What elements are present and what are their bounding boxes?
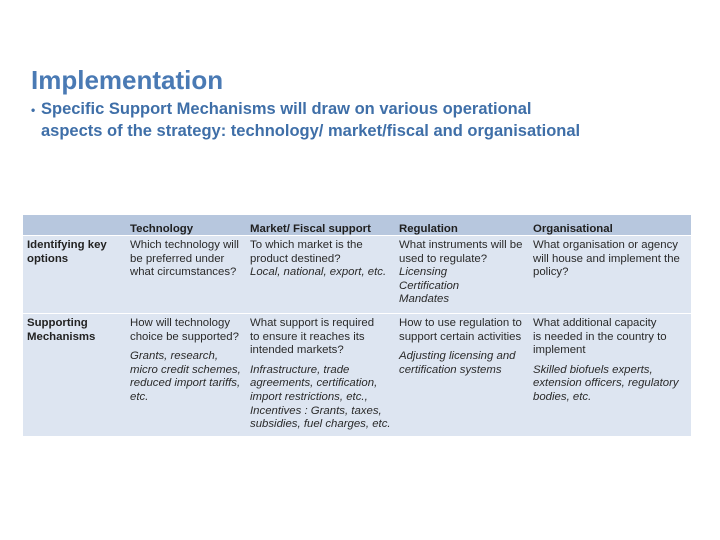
- cell-question-line: used to regulate?: [399, 252, 488, 265]
- cell-example-line: Licensing: [399, 266, 448, 279]
- row-label-line: options: [27, 252, 69, 265]
- cell-organisational: [529, 236, 691, 314]
- cell-question-line: product destined?: [250, 252, 341, 265]
- cell-example-line: Incentives : Grants, taxes,: [250, 404, 382, 417]
- cell-question-line: implement: [533, 344, 586, 357]
- cell-example-line: agreements, certification,: [250, 377, 378, 390]
- cell-example-line: extension officers, regulatory: [533, 377, 679, 390]
- cell-organisational: [529, 314, 691, 436]
- bullet-line: aspects of the strategy: technology/ market/fiscal and organisational: [41, 122, 581, 140]
- row-label-line: Mechanisms: [27, 330, 96, 343]
- table-row: [23, 314, 691, 436]
- table-header-row: [23, 215, 691, 236]
- row-label-cell: [23, 314, 126, 436]
- cell-example-line: subsidies, fuel charges, etc.: [250, 418, 391, 431]
- cell-question-line: How to use regulation to: [399, 317, 522, 329]
- cell-example-line: Adjusting licensing and: [399, 350, 516, 363]
- cell-question-line: to ensure it reaches its: [250, 330, 365, 343]
- cell-question-line: What additional capacity: [533, 317, 657, 329]
- row-label-cell: [23, 236, 126, 314]
- cell-question-line: be preferred under: [130, 252, 225, 265]
- cell-example-line: import restrictions, etc.,: [250, 390, 368, 403]
- bullet-marker: •: [31, 103, 36, 117]
- cell-example-line: etc.: [130, 390, 149, 403]
- slide-title: Implementation: [31, 65, 224, 95]
- cell-example-line: Mandates: [399, 293, 450, 306]
- cell-market-fiscal: [246, 314, 395, 436]
- cell-example-line: certification systems: [399, 363, 502, 376]
- support-mechanisms-table: [23, 215, 691, 436]
- cell-example-line: micro credit schemes,: [130, 363, 241, 376]
- header-cell-regulation: Regulation: [395, 215, 529, 236]
- cell-example-line: Infrastructure, trade: [250, 363, 350, 376]
- cell-question-line: How will technology: [130, 317, 231, 329]
- cell-question-line: To which market is the: [250, 239, 363, 251]
- cell-question-line: policy?: [533, 266, 569, 279]
- header-cell-technology: Technology: [126, 215, 246, 236]
- cell-question-line: choice be supported?: [130, 330, 239, 343]
- header-cell-organisational: Organisational: [529, 215, 691, 236]
- cell-example-line: bodies, etc.: [533, 390, 592, 403]
- cell-question-line: is needed in the country to: [533, 330, 667, 343]
- cell-question-line: support certain activities: [399, 330, 522, 343]
- cell-question-line: intended markets?: [250, 344, 344, 357]
- cell-question-line: What instruments will be: [399, 239, 523, 251]
- cell-technology: [126, 236, 246, 314]
- header-cell-market-fiscal: Market/ Fiscal support: [246, 215, 395, 236]
- bullet-line: Specific Support Mechanisms will draw on various operational: [41, 100, 532, 118]
- cell-example-line: reduced import tariffs,: [130, 377, 241, 390]
- bullet-text: [31, 98, 671, 142]
- cell-example-line: Skilled biofuels experts,: [533, 363, 653, 376]
- cell-example-line: Grants, research,: [130, 350, 218, 363]
- cell-example-line: Local, national, export, etc.: [250, 266, 387, 279]
- cell-example-line: Certification: [399, 279, 460, 292]
- cell-question-line: What support is required: [250, 317, 375, 329]
- header-cell-blank: [23, 215, 126, 236]
- row-label-line: Identifying key: [27, 239, 107, 251]
- cell-question-line: what circumstances?: [130, 266, 237, 279]
- row-label-line: Supporting: [27, 317, 88, 329]
- cell-regulation: [395, 314, 529, 436]
- bullet-point: [31, 98, 671, 142]
- cell-question-line: will house and implement the: [533, 252, 680, 265]
- table-row: [23, 236, 691, 314]
- cell-question-line: What organisation or agency: [533, 239, 678, 251]
- cell-technology: [126, 314, 246, 436]
- cell-market-fiscal: [246, 236, 395, 314]
- cell-regulation: [395, 236, 529, 314]
- cell-question-line: Which technology will: [130, 239, 239, 251]
